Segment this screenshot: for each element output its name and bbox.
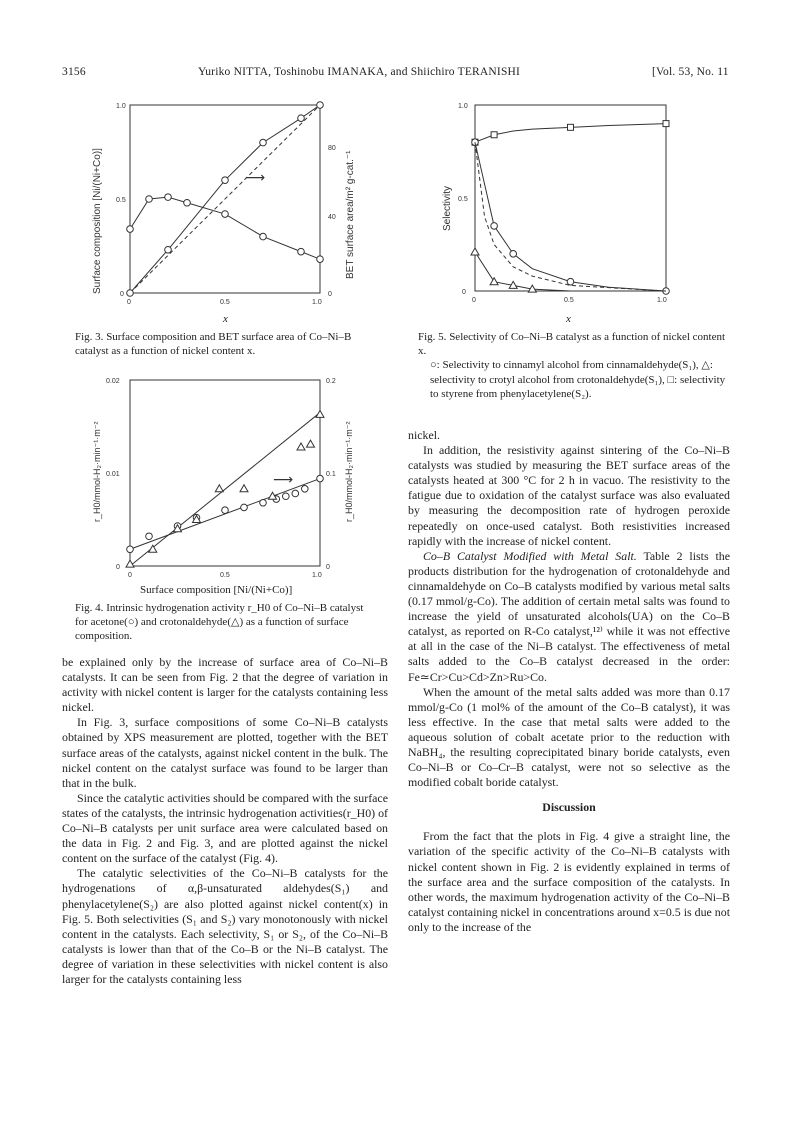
fig5-caption-text: Selectivity of Co–Ni–B catalyst as a function of nickel content x.: [418, 331, 726, 358]
fig4-point-0-0: [127, 546, 134, 553]
fig3-xtick-0: 0: [127, 299, 131, 306]
fig3-ytick-left-1: 0.5: [116, 197, 126, 204]
fig4-ytick-right-2: 0.2: [326, 378, 336, 385]
fig3-point-0-1: [165, 246, 172, 253]
running-authors: Yuriko NITTA, Toshinobu IMANAKA, and Shiichiro TERANISHI: [198, 66, 521, 78]
fig5-xlabel: x: [566, 313, 571, 325]
fig3-point-0-0: [127, 290, 134, 297]
body-left-p2: Since the catalytic activities should be compared with the surface states of the catalysts, the intrinsic hydrogenation activities(r_H0) of Co–Ni–B catalysts per unit surface area were calculated based on the data in Fig. 2 and Fig. 3, and are plotted against the nickel content on the surface of the catalyst (Fig. 4).: [62, 790, 388, 866]
fig4-point-0-9: [292, 490, 299, 497]
fig4-caption-text: Intrinsic hydrogenation activity r_H0 of Co–Ni–B catalyst for acetone(○) and crotonaldehyde(△) as a function of surface composition.: [75, 602, 364, 643]
body-right-p1: In addition, the resistivity against sintering of the Co–Ni–B catalysts was studied by measuring the BET surface areas of the catalysts heated at 300 °C for 2 h in vacuo. The resistivity to the fatigue due to oxidation of the catalyst surface was also evaluated by measuring the decomposition rate of hydrogen peroxide repeatedly on once-used catalyst. Both resistivities increased rapidly with the increase of nickel content.: [408, 443, 730, 548]
fig4-ytick-left-2: 0.02: [106, 378, 120, 385]
fig4-xtick-2: 1.0: [312, 572, 322, 579]
fig3-arrow: ⟶: [245, 169, 266, 185]
fig4-caption: [75, 601, 375, 644]
fig4-xlabel: Surface composition [Ni/(Ni+Co)]: [140, 584, 293, 596]
discussion-heading: Discussion: [542, 800, 596, 815]
fig5-point-0-1: [491, 132, 497, 138]
body-left-p0: be explained only by the increase of surface area of Co–Ni–B catalysts. It can be seen from Fig. 2 that the degree of variation in activity with nickel content is larger for the catalysts containing less nickel.: [62, 655, 388, 715]
fig3-point-1-5: [260, 233, 267, 240]
fig5-point-2-1: [490, 278, 498, 285]
fig5-ytick-2: 1.0: [458, 103, 468, 110]
body-right-column: [408, 428, 730, 935]
fig5-ytick-1: 0.5: [458, 196, 468, 203]
fig3-series-line-1: [130, 197, 320, 259]
fig3-caption-text: Surface composition and BET surface area of Co–Ni–B catalyst as a function of nickel content x.: [75, 331, 352, 358]
fig3-point-1-6: [298, 248, 305, 255]
fig4-point-1-7: [297, 443, 305, 450]
fig4-ytick-right-0: 0: [326, 564, 330, 571]
fig4-ylabel-left: r_H0/mmol-H₂·min⁻¹·m⁻²: [92, 421, 102, 522]
fig4-point-1-5: [240, 485, 248, 492]
fig5-caption-notes: ○: Selectivity to cinnamyl alcohol from cinnamaldehyde(S₁), △: selectivity to crotyl alcohol from crotonaldehyde(S₁), □: selectivity to styrene from phenylacetylene(S₂).: [430, 359, 726, 400]
fig3-caption: [75, 330, 375, 358]
page-number: 3156: [62, 66, 86, 78]
fig5-point-0-4: [568, 124, 574, 130]
fig3-point-0-2: [222, 177, 229, 184]
fig3-ytick-right-1: 40: [328, 214, 336, 221]
fig5-dashed-curve: [475, 142, 666, 291]
fig4-ytick-right-1: 0.1: [326, 471, 336, 478]
fig4-point-0-11: [317, 475, 324, 482]
fig3-point-0-4: [298, 115, 305, 122]
fig4-xtick-0: 0: [128, 572, 132, 579]
fig5-caption-num: Fig. 5.: [418, 331, 447, 343]
body-right-p0: nickel.: [408, 428, 441, 442]
fig4-point-0-4: [222, 507, 229, 514]
fig3-point-1-7: [317, 256, 324, 263]
fig3-ytick-left-0: 0: [120, 291, 124, 298]
fig4-point-1-1: [149, 545, 157, 552]
fig4-xtick-1: 0.5: [220, 572, 230, 579]
fig3-point-1-1: [146, 196, 153, 203]
fig4-ytick-left-1: 0.01: [106, 471, 120, 478]
fig5-point-1-2: [510, 251, 517, 258]
fig5-caption: [418, 330, 730, 401]
body-right-p2: [408, 549, 730, 685]
fig5-chart: [428, 96, 698, 311]
fig4-point-0-1: [146, 533, 153, 540]
body-left-p1: In Fig. 3, surface compositions of some Co–Ni–B catalysts obtained by XPS measurement are plotted, together with the BET surface areas of the catalysts, against nickel content in the bulk. The nickel content on the catalyst surface was found to be larger than that in the bulk.: [62, 715, 388, 790]
fig5-ylabel: Selectivity: [442, 185, 453, 231]
fig3-xlabel: x: [223, 313, 228, 325]
fig3-ylabel-left: Surface composition [Ni/(Ni+Co)]: [92, 148, 103, 294]
fig3-point-1-3: [184, 199, 191, 206]
fig5-point-1-1: [491, 223, 498, 230]
section-head-co-b: Co–B Catalyst Modified with Metal Salt.: [423, 548, 637, 563]
fig4-ylabel-right: r_H0/mmol-H₂·min⁻¹·m⁻²: [344, 421, 354, 522]
fig3-ytick-left-2: 1.0: [116, 103, 126, 110]
fig5-ytick-0: 0: [462, 289, 466, 296]
fig4-point-1-8: [307, 440, 315, 447]
body-right-p3: When the amount of the metal salts added was more than 0.17 mmol/g-Co (1 mol% of the amount of the Co–B catalyst), it was less effective. In the case that metal salts were added to the aqueous solution of cobalt acetate prior to the reduction with NaBH₄, the resulting coprecipitated binary boride catalysts, even Co–Ni–B or Co–Cr–B catalyst, were not so selective as the modified cobalt boride catalyst.: [408, 684, 730, 790]
fig3-point-1-4: [222, 211, 229, 218]
fig3-point-0-3: [260, 139, 267, 146]
fig4-point-1-4: [215, 485, 223, 492]
fig3-ytick-right-2: 80: [328, 145, 336, 152]
body-right-p2-text: Table 2 lists the products distribution for the hydrogenation of crotonaldehyde and cinnamaldehyde on Co–B catalysts modified by various metal salts (0.17 mmol/g-Co). The addition of certain metal salts was found to increase the yield of unsaturated alcohols(UA) on the Co–B catalyst, as reported on R-Co catalyst,¹²⁾ while it was not effective at all in the case of the Ni–B catalyst. The effectiveness of metal salts added to the Co–B catalyst decreased in the order: Fe≃Cr>Cu>Cd>Zn>Ru>Co.: [408, 548, 730, 684]
fig3-xtick-1: 0.5: [220, 299, 230, 306]
fig5-series-line-1: [475, 142, 666, 291]
fig5-xtick-2: 1.0: [657, 297, 667, 304]
fig5-point-1-4: [567, 278, 574, 285]
volume-info: [Vol. 53, No. 11: [652, 66, 729, 78]
fig3-xtick-2: 1.0: [312, 299, 322, 306]
fig4-caption-num: Fig. 4.: [75, 602, 104, 614]
body-left-column: [62, 655, 388, 987]
fig5-point-2-0: [471, 248, 479, 255]
fig4-chart: [88, 372, 358, 587]
fig5-xtick-0: 0: [472, 297, 476, 304]
fig4-arrow: ⟶: [273, 471, 294, 487]
fig5-point-0-6: [663, 121, 669, 127]
fig4-point-0-5: [241, 504, 248, 511]
fig3-chart: [90, 94, 360, 319]
fig3-caption-num: Fig. 3.: [75, 331, 104, 343]
fig3-point-0-5: [317, 102, 324, 109]
fig5-xtick-1: 0.5: [564, 297, 574, 304]
body-right-p4: From the fact that the plots in Fig. 4 give a straight line, the variation of the specific activity of the Co–Ni–B catalysts with nickel content shown in Fig. 2 is evidently explained in terms of the surface area and the surface composition of the catalysts. In other words, the maximum hydrogenation activity of the Co–Ni–B catalyst containing nickel in concentrations around x=0.5 is due not only to the increase of the: [408, 829, 730, 934]
fig4-point-0-8: [283, 493, 290, 500]
fig4-ytick-left-0: 0: [116, 564, 120, 571]
fig4-point-0-6: [260, 499, 267, 506]
fig3-point-1-0: [127, 226, 134, 233]
fig4-point-0-10: [302, 486, 309, 493]
fig3-ylabel-right: BET surface area/m² g-cat.⁻¹: [345, 150, 356, 279]
fig4-point-1-9: [316, 410, 324, 417]
body-left-p3: The catalytic selectivities of the Co–Ni–B catalysts for the hydrogenations of α,β-unsaturated aldehydes(S₁) and phenylacetylene(S₂) are also plotted against nickel content(x) in Fig. 5. Both selectivities (S₁ and S₂) vary monotonously with nickel content in the catalysts. Each selectivity, S₁ or S₂, of the Co–Ni–B catalysts is lower than that of the Co–B or the Ni–B catalyst. The degree of variation in these selectivities with nickel content is also larger for the catalysts containing less: [62, 866, 388, 986]
fig3-point-1-2: [165, 194, 172, 201]
fig3-ytick-right-0: 0: [328, 291, 332, 298]
